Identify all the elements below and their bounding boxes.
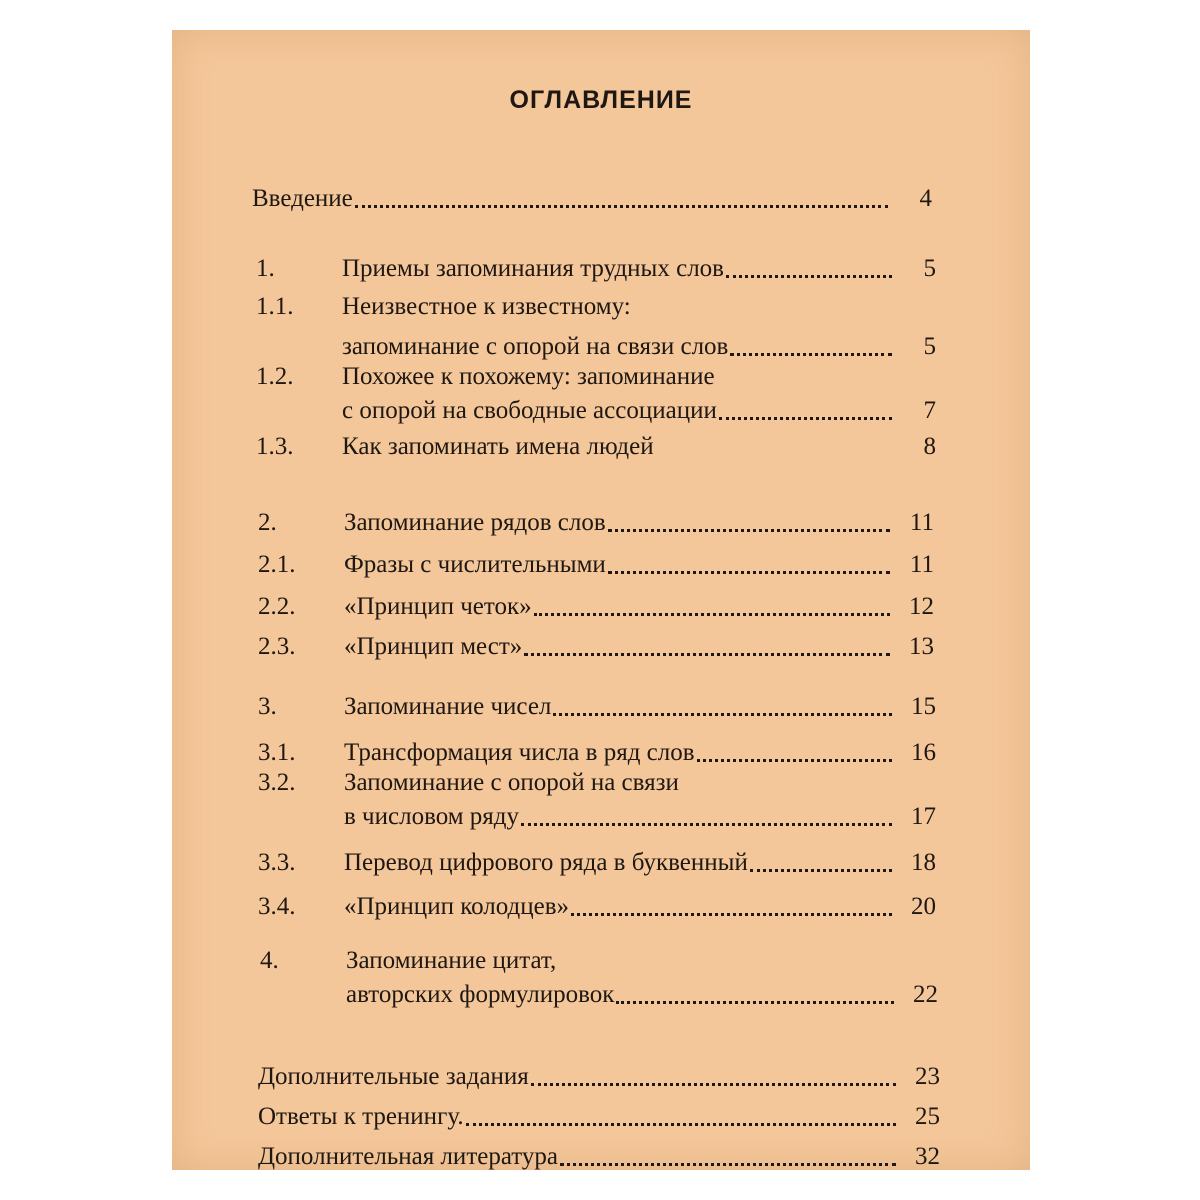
- toc-page-number: 20: [911, 893, 936, 920]
- toc-section-number: 3.: [258, 693, 277, 720]
- toc-page-number: 15: [911, 693, 936, 720]
- page-title: ОГЛАВЛЕНИЕ: [509, 86, 693, 114]
- toc-entry-text: Запоминание рядов слов: [344, 509, 606, 536]
- toc-section-number: 3.1.: [258, 739, 296, 766]
- toc-entry: [258, 1056, 940, 1092]
- book-page: [172, 30, 1030, 1170]
- toc-section-number: 2.3.: [258, 633, 296, 660]
- toc-section-number: 1.2.: [256, 363, 294, 390]
- toc-entry-text: Фразы с числительными: [344, 551, 606, 578]
- toc-leader-dots: [560, 1162, 896, 1166]
- toc-section-number: 2.2.: [258, 593, 296, 620]
- toc-page-number: 7: [923, 397, 936, 424]
- toc-leader-dots: [571, 912, 892, 916]
- toc-page-number: 8: [923, 433, 936, 460]
- toc-page-number: 5: [923, 255, 936, 282]
- toc-page-number: 23: [915, 1063, 940, 1090]
- toc-section-number: 2.1.: [258, 551, 296, 578]
- toc-leader-dots: [531, 1082, 896, 1086]
- toc-entry: [258, 732, 936, 768]
- toc-entry-text: Дополнительные задания: [258, 1063, 529, 1090]
- toc-entry-text: Введение: [252, 185, 353, 212]
- toc-entry-text: Как запоминать имена людей: [342, 433, 654, 460]
- toc-entry-text: Похожее к похожему: запоминание: [342, 363, 715, 390]
- toc-entry-text-continued: запоминание с опорой на связи слов: [342, 333, 729, 360]
- toc-entry: [252, 178, 932, 214]
- toc-entry: [256, 426, 936, 462]
- toc-section-number: 3.3.: [258, 849, 296, 876]
- toc-leader-dots: [355, 204, 888, 208]
- toc-entry-first-line: [260, 946, 556, 976]
- toc-page-number: 11: [909, 551, 934, 578]
- toc-page-number: 25: [915, 1103, 940, 1130]
- toc-entry: [256, 248, 936, 284]
- toc-page-number: 5: [923, 333, 936, 360]
- toc-page-number: 17: [911, 803, 936, 830]
- toc-page-number: 13: [909, 633, 934, 660]
- toc-section-number: 1.3.: [256, 433, 294, 460]
- toc-section-number: 4.: [260, 947, 279, 974]
- toc-leader-dots: [730, 352, 892, 356]
- toc-entry: [258, 1096, 940, 1132]
- toc-leader-dots: [608, 528, 890, 532]
- toc-section-number: 1.: [256, 255, 275, 282]
- toc-entry-text: «Принцип мест»: [344, 633, 523, 660]
- toc-entry-text: Запоминание с опорой на связи: [344, 769, 679, 796]
- toc-entry: [346, 974, 938, 1010]
- toc-leader-dots: [608, 570, 890, 574]
- toc-leader-dots: [524, 652, 890, 656]
- toc-entry-text: Трансформация числа в ряд слов: [344, 739, 695, 766]
- toc-entry-first-line: [256, 292, 631, 322]
- toc-entry-first-line: [258, 768, 679, 798]
- toc-entry: [258, 626, 934, 662]
- toc-page-number: 16: [911, 739, 936, 766]
- toc-entry-text-continued: в числовом ряду: [344, 803, 520, 830]
- toc-entry-text: «Принцип колодцев»: [344, 893, 569, 920]
- toc-entry-text-continued: с опорой на свободные ассоциации: [342, 397, 717, 424]
- toc-entry: [258, 586, 934, 622]
- toc-entry: [258, 544, 934, 580]
- toc-entry-text: Приемы запоминания трудных слов: [342, 255, 724, 282]
- toc-page-number: 32: [915, 1143, 940, 1170]
- toc-leader-dots: [719, 416, 892, 420]
- toc-page-number: 11: [909, 509, 934, 536]
- toc-entry: [258, 686, 936, 722]
- toc-page-number: 12: [909, 593, 934, 620]
- toc-entry: [342, 326, 936, 362]
- toc-leader-dots: [553, 712, 892, 716]
- toc-entry-text: «Принцип четок»: [344, 593, 532, 620]
- toc-entry: [342, 390, 936, 426]
- toc-section-number: 3.2.: [258, 769, 296, 796]
- toc-leader-dots: [616, 1000, 894, 1004]
- toc-leader-dots: [750, 868, 892, 872]
- toc-entry-text: Дополнительная литература: [258, 1143, 558, 1170]
- toc-entry-first-line: [256, 362, 715, 392]
- toc-section-number: 1.1.: [256, 293, 294, 320]
- toc-entry-text-continued: авторских формулировок: [346, 981, 615, 1008]
- toc-page-number: 4: [919, 185, 932, 212]
- toc-leader-dots: [697, 758, 892, 762]
- toc-entry: [258, 502, 934, 538]
- toc-entry-text: Запоминание цитат,: [346, 947, 557, 974]
- toc-leader-dots: [521, 822, 892, 826]
- toc-section-number: 3.4.: [258, 893, 296, 920]
- toc-entry-text: Запоминание чисел: [344, 693, 552, 720]
- toc-leader-dots: [534, 612, 890, 616]
- toc-entry: [344, 796, 936, 832]
- toc-entry: [258, 886, 936, 922]
- toc-page-number: 18: [911, 849, 936, 876]
- toc-entry: [258, 1136, 940, 1170]
- toc-leader-dots: [726, 274, 892, 278]
- toc-entry: [258, 842, 936, 878]
- toc-entry-text: Неизвестное к известному:: [342, 293, 631, 320]
- toc-page-number: 22: [913, 981, 938, 1008]
- toc-leader-dots: [466, 1122, 896, 1126]
- toc-section-number: 2.: [258, 509, 277, 536]
- toc-entry-text: Ответы к тренингу.: [258, 1103, 464, 1130]
- toc-entry-text: Перевод цифрового ряда в буквенный: [344, 849, 748, 876]
